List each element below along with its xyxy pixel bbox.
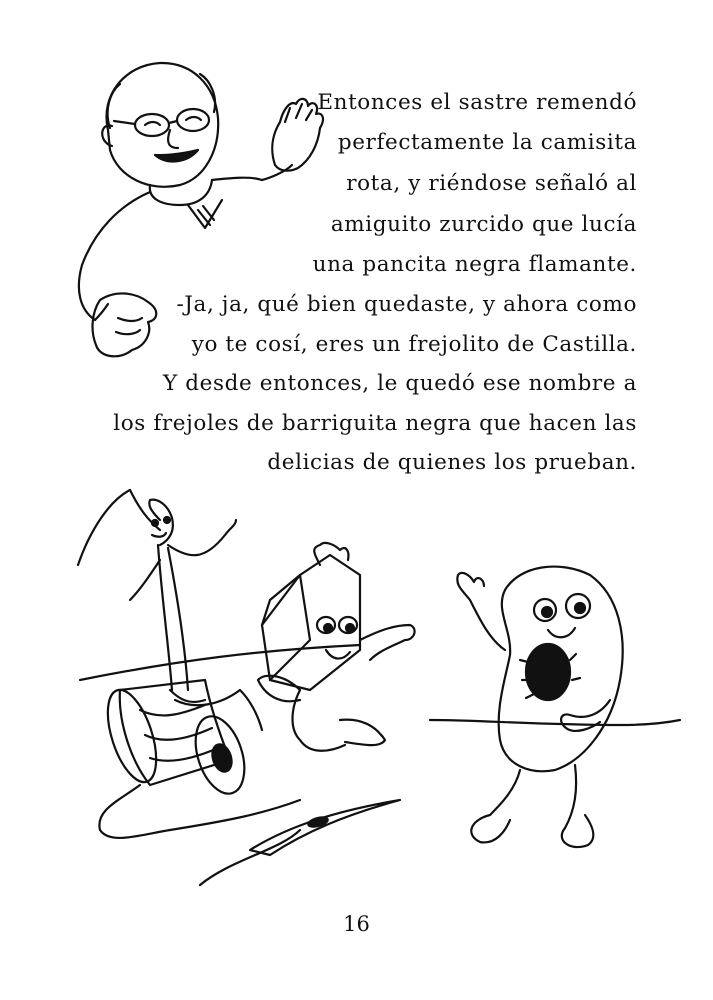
story-line: una pancita negra flamante. [312,252,637,277]
story-line: -Ja, ja, qué bien quedaste, y ahora como [176,292,637,317]
story-line: perfectamente la camisita [337,130,637,155]
story-line: yo te cosí, eres un frejolito de Castilla. [191,332,637,357]
story-line: Entonces el sastre remendó [317,90,637,115]
story-line: amiguito zurcido que lucía [330,212,637,237]
story-line: rota, y riéndose señaló al [346,171,637,196]
page-number: 16 [343,912,370,936]
story-line: los frejoles de barriguita negra que hacen las [113,411,637,436]
story-line: delicias de quienes los prueban. [267,450,637,475]
story-line: Y desde entonces, le quedó ese nombre a [163,371,637,396]
